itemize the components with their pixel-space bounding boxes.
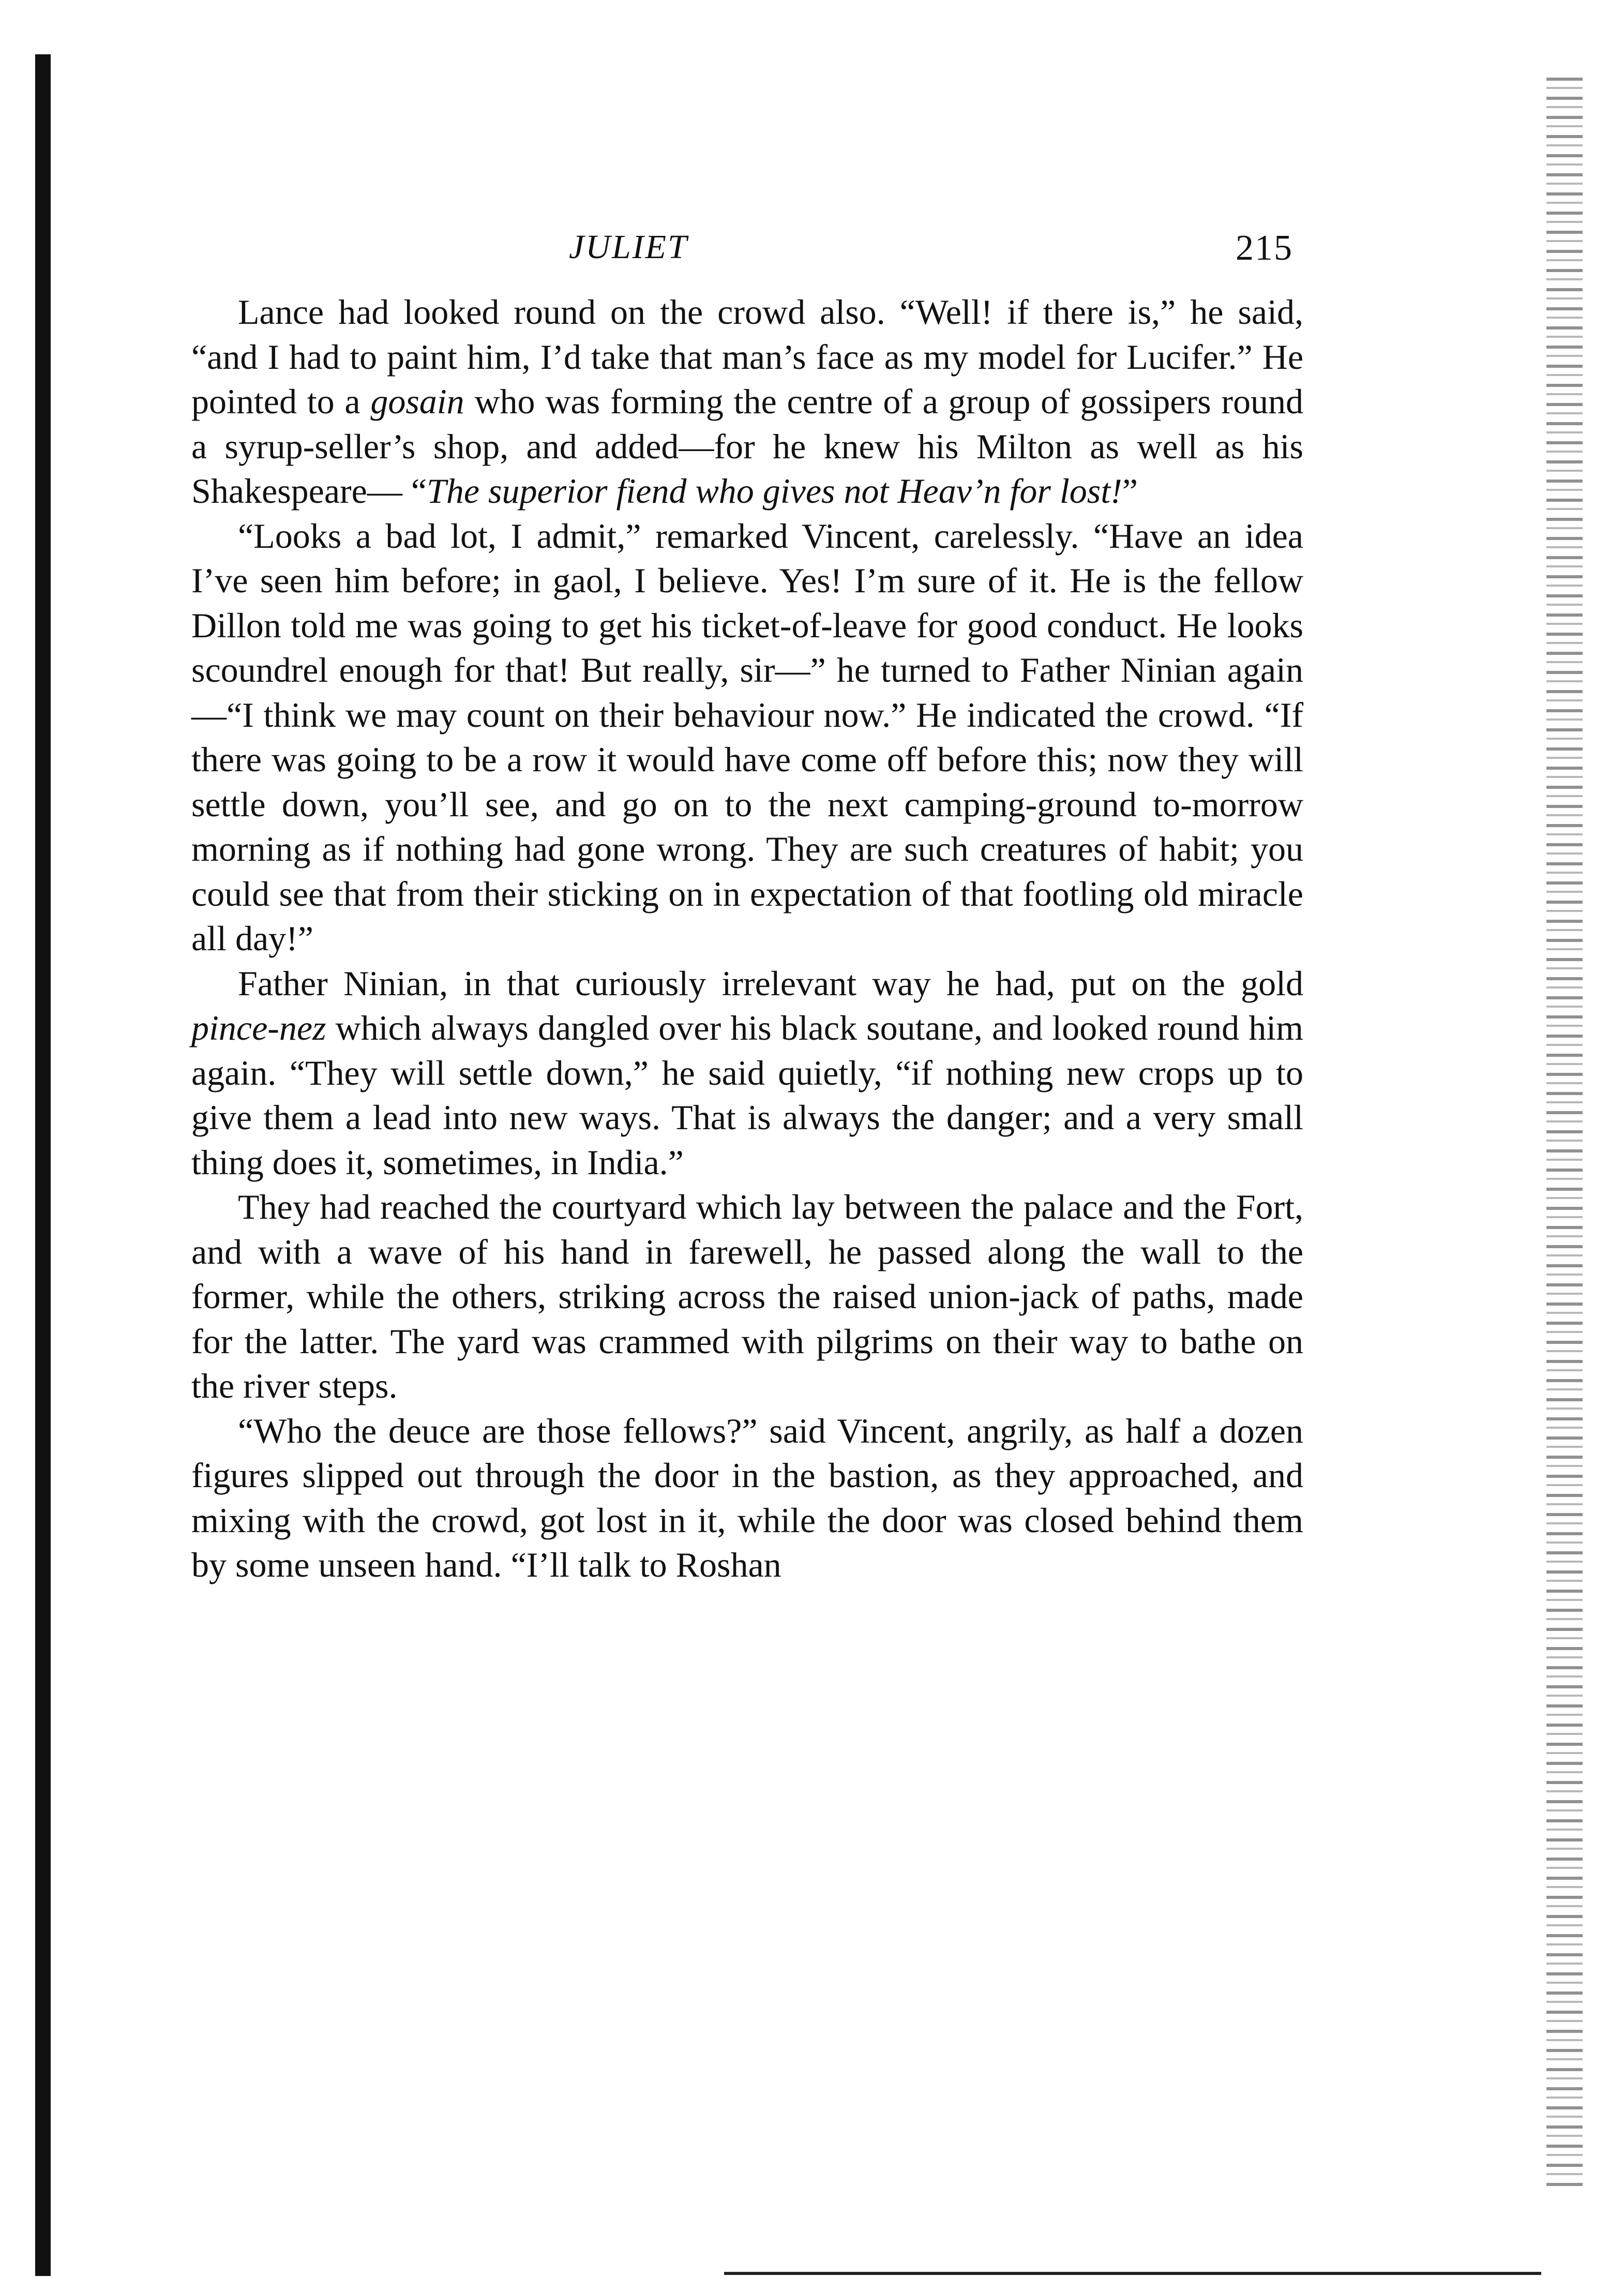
paragraph-1-text-a: Lance had looked round on the crowd also. “Well! if there is,” he said, “and I had to paint him, I’d take that man’s face as my model for Lucifer.” He pointed to a [191, 292, 1303, 421]
paragraph-1-text-b: who was forming the centre of a group of gossipers round a syrup-seller’s shop, and added—for he knew his Milton as well as his Shakespeare— “ [191, 382, 1303, 511]
paragraph-5: “Who the deuce are those fellows?” said Vincent, angrily, as half a dozen figures slipped out through the door in the bastion, as they approached, and mixing with the crowd, got lost in it, while the door was closed behind them by some unseen hand. “I’ll talk to Roshan [191, 1411, 1303, 1584]
paragraph-3-text-b: which always dangled over his black soutane, and looked round him again. “They will settle down,” he said quietly, “if nothing new crops up to give them a lead into new ways. That is always the danger; and a very small thing does it, sometimes, in India.” [191, 1008, 1303, 1182]
paragraph-1 [191, 290, 1303, 514]
book-page [191, 228, 1303, 1588]
paragraph-1-italic-quote: The superior fiend who gives not Heav’n for lost! [427, 471, 1122, 511]
running-title: JULIET [569, 228, 688, 266]
paragraph-3-text-a: Father Ninian, in that curiously irrelevant way he had, put on the gold [238, 963, 1303, 1003]
body-text [191, 290, 1303, 1588]
paragraph-2: “Looks a bad lot, I admit,” remarked Vincent, carelessly. “Have an idea I’ve seen him before; in gaol, I believe. Yes! I’m sure of it. He is the fellow Dillon told me was going to get his ticket-of-leave for good conduct. He looks scoundrel enough for that! But really, sir—” he turned to Father Ninian again—“I think we may count on their behaviour now.” He indicated the crowd. “If there was going to be a row it would have come off before this; now they will settle down, you’ll see, and go on to the next camping-ground to-morrow morning as if nothing had gone wrong. They are such creatures of habit; you could see that from their sticking on in expectation of that footling old miracle all day!” [191, 516, 1303, 958]
paragraph-1-italic-gosain: gosain [370, 382, 464, 421]
running-head [191, 228, 1303, 290]
bottom-rule [724, 2272, 1541, 2275]
paragraph-1-text-c: ” [1122, 471, 1138, 511]
paragraph-3 [191, 961, 1303, 1185]
binding-edge-shadow [35, 54, 51, 2276]
page-number: 215 [1236, 228, 1293, 268]
facing-page-gutter [1546, 78, 1583, 2188]
paragraph-4: They had reached the courtyard which lay between the palace and the Fort, and with a wave of his hand in farewell, he passed along the wall to the former, while the others, striking across the raised union-jack of paths, made for the latter. The yard was crammed with pilgrims on their way to bathe on the river steps. [191, 1187, 1303, 1405]
paragraph-3-italic-pince-nez: pince-nez [191, 1008, 326, 1047]
